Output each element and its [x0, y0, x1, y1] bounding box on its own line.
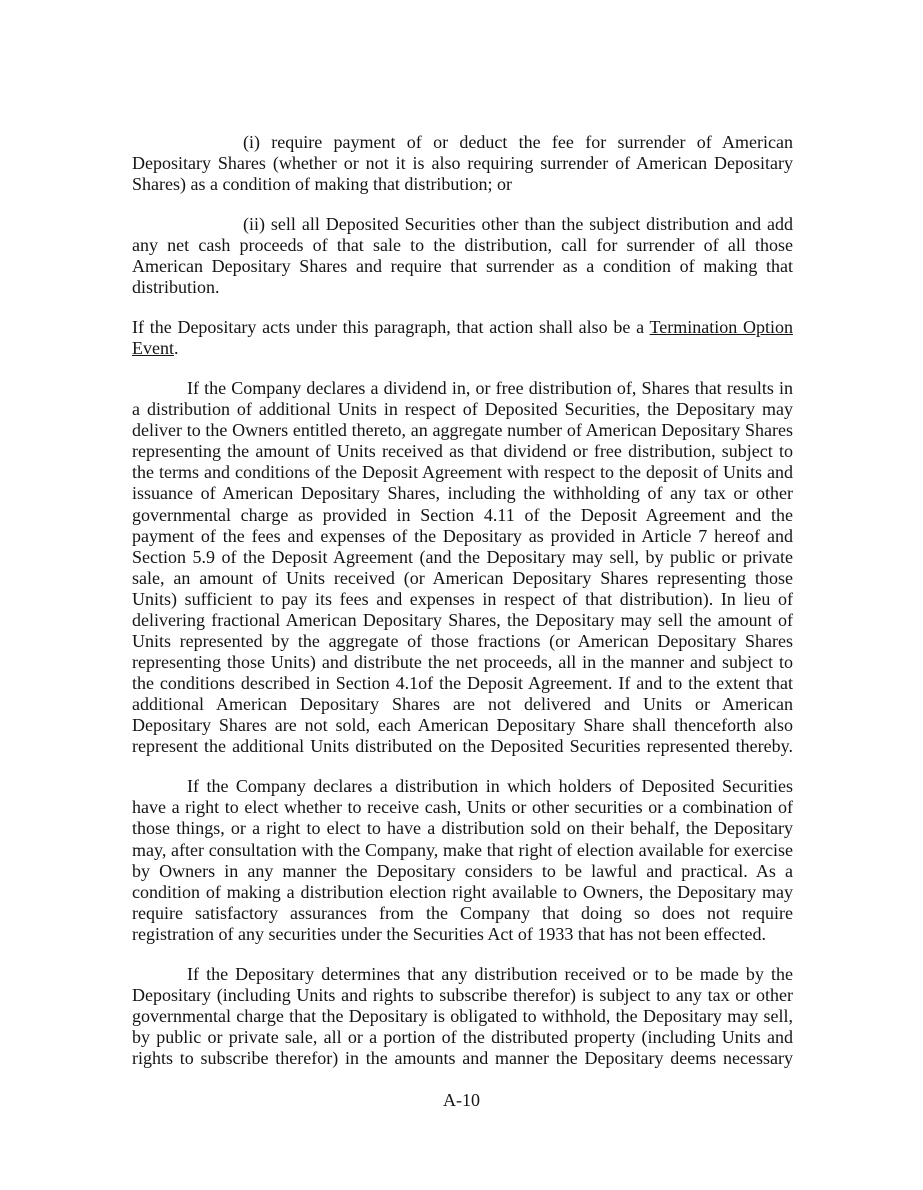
text-line	[132, 317, 793, 338]
text-line: any net cash proceeds of that sale to the distribution, call for surrender of all those	[132, 235, 793, 256]
page-number: A-10	[443, 1090, 480, 1110]
text-segment: If the Depositary acts under this paragraph, that action shall also be a	[132, 317, 645, 338]
text-line: registration of any securities under the Securities Act of 1933 that has not been effected.	[132, 923, 766, 944]
text-line: If the Company declares a distribution in which holders of Deposited Securities	[187, 776, 793, 797]
text-line: sale, an amount of Units received (or American Depositary Shares representing those	[132, 567, 793, 588]
text-line: If the Company declares a dividend in, or free distribution of, Shares that results in	[187, 378, 793, 399]
text-line: by Owners in any manner the Depositary considers to be lawful and practical. As a	[132, 860, 793, 881]
paragraph-i	[132, 132, 793, 195]
paragraph-tax-withholding	[132, 964, 793, 1069]
text-line: delivering fractional American Depositary Shares, the Depositary may sell the amount of	[132, 609, 793, 630]
text-line: rights to subscribe therefor) in the amounts and manner the Depositary deems necessary	[132, 1048, 793, 1069]
paragraph-ii	[132, 214, 793, 298]
text-line: by public or private sale, all or a portion of the distributed property (including Units and	[132, 1026, 793, 1047]
text-line: additional American Depositary Shares are not delivered and Units or American	[132, 694, 793, 715]
text-line: Section 5.9 of the Deposit Agreement (and the Depositary may sell, by public or private	[132, 546, 793, 567]
text-line: the terms and conditions of the Deposit Agreement with respect to the deposit of Units and	[132, 462, 793, 483]
text-line: a distribution of additional Units in respect of Deposited Securities, the Depositary may	[132, 399, 793, 420]
text-line: condition of making a distribution election right available to Owners, the Depositary may	[132, 881, 793, 902]
text-line: (i) require payment of or deduct the fee for surrender of American	[243, 132, 793, 152]
text-line: those things, or a right to elect to have a distribution sold on their behalf, the Depositary	[132, 818, 793, 839]
text-line: (ii) sell all Deposited Securities other than the subject distribution and add	[243, 214, 793, 235]
defined-term: Termination Option	[649, 317, 793, 338]
text-line: distribution.	[132, 277, 220, 298]
text-segment: .	[174, 338, 179, 359]
text-line: governmental charge that the Depositary is obligated to withhold, the Depositary may sell,	[132, 1005, 793, 1026]
text-line: Shares) as a condition of making that distribution; or	[132, 174, 512, 195]
text-line: If the Depositary determines that any distribution received or to be made by the	[187, 963, 793, 984]
paragraph-distribution-election	[132, 776, 793, 945]
paragraph-share-dividend	[132, 378, 793, 757]
text-line: payment of the fees and expenses of the Depositary as provided in Article 7 hereof and	[132, 525, 793, 546]
text-line: Depositary Shares are not sold, each American Depositary Share shall thenceforth also	[132, 715, 793, 736]
text-line: represent the additional Units distributed on the Deposited Securities represented thereby.	[132, 736, 793, 757]
text-line: the conditions described in Section 4.1of the Deposit Agreement. If and to the extent that	[132, 673, 793, 694]
text-line: Depositary (including Units and rights to subscribe therefor) is subject to any tax or other	[132, 984, 793, 1005]
body-text	[132, 132, 793, 1088]
text-line: Units) sufficient to pay its fees and expenses in respect of that distribution). In lieu of	[132, 588, 793, 609]
text-line: Depositary Shares (whether or not it is also requiring surrender of American Depositary	[132, 153, 793, 174]
text-line: have a right to elect whether to receive cash, Units or other securities or a combination of	[132, 797, 793, 818]
text-line: representing those Units) and distribute the net proceeds, all in the manner and subject to	[132, 652, 793, 673]
text-line: require satisfactory assurances from the Company that doing so does not require	[132, 902, 793, 923]
text-line: Units represented by the aggregate of those fractions (or American Depositary Shares	[132, 631, 793, 652]
text-line: deliver to the Owners entitled thereto, an aggregate number of American Depositary Shares	[132, 420, 793, 441]
defined-term: Event	[132, 338, 174, 359]
text-line	[132, 338, 793, 359]
text-line: representing the amount of Units received as that dividend or free distribution, subject to	[132, 441, 793, 462]
text-line: may, after consultation with the Company, make that right of election available for exercise	[132, 839, 793, 860]
text-line: American Depositary Shares and require that surrender as a condition of making that	[132, 256, 793, 277]
text-line: governmental charge as provided in Section 4.11 of the Deposit Agreement and the	[132, 504, 793, 525]
paragraph-termination-option	[132, 317, 793, 359]
text-line: issuance of American Depositary Shares, including the withholding of any tax or other	[132, 483, 793, 504]
